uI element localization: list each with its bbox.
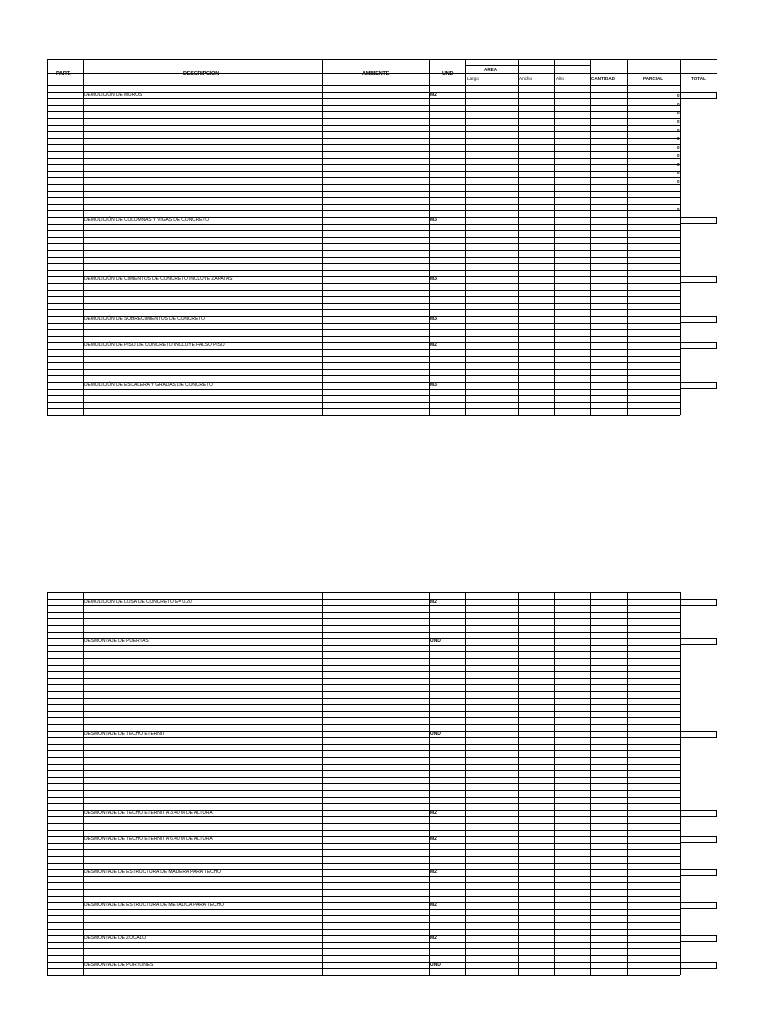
parcial-zero-value: 0 <box>677 136 680 142</box>
item-unit: M3 <box>430 276 437 283</box>
row-line <box>47 197 680 198</box>
header-parcial: PARCIAL <box>643 76 664 81</box>
row-line <box>47 698 680 699</box>
item-unit: M2 <box>430 836 437 843</box>
item-description: DESMONTAJE DE TECHO ETERNIT A 6.40 M DE ALTURA <box>84 836 213 843</box>
row-line <box>47 684 680 685</box>
row-line <box>47 803 680 804</box>
row-line <box>47 329 680 330</box>
row-line <box>47 85 680 86</box>
item-unit: M2 <box>430 935 437 942</box>
row-line <box>47 876 680 877</box>
row-line <box>47 975 680 976</box>
row-line <box>47 151 680 152</box>
row-line <box>47 592 680 593</box>
header-und: UND <box>442 71 454 77</box>
row-line <box>47 101 680 107</box>
header-cantidad: CANTIDAD <box>591 76 615 81</box>
header-top-line <box>47 59 717 60</box>
column-line <box>518 592 519 975</box>
parcial-zero-value: 0 <box>677 207 680 213</box>
row-line <box>47 369 680 370</box>
row-line <box>47 349 680 350</box>
row-line <box>47 171 680 172</box>
item-unit: UND <box>430 961 441 968</box>
item-unit: M3 <box>430 382 437 388</box>
row-line <box>47 177 680 178</box>
item-description: DEMOLICIÓN DE CIMIENTOS DE CONCRETO INCLUYE ZAPATAS <box>84 276 233 283</box>
row-line <box>47 625 680 626</box>
row-line <box>47 717 680 718</box>
header-part: PART. <box>56 71 71 77</box>
row-line <box>47 849 680 850</box>
row-line <box>47 678 680 679</box>
parcial-zero-value: 0 <box>677 101 680 107</box>
item-total-cell <box>680 902 717 909</box>
column-line <box>465 592 466 975</box>
row-line <box>47 816 680 817</box>
row-line <box>47 243 680 244</box>
item-total-cell <box>680 92 717 99</box>
row-line <box>47 144 680 145</box>
row-line <box>47 863 680 864</box>
column-line <box>627 592 628 975</box>
column-line <box>680 59 681 415</box>
row-line <box>47 711 680 712</box>
row-line <box>47 823 680 824</box>
row-line <box>47 309 680 310</box>
item-total-cell <box>680 217 717 224</box>
header-area-divider <box>465 65 590 66</box>
row-line <box>47 955 680 956</box>
row-line <box>47 257 680 258</box>
column-line <box>554 59 555 415</box>
row-line <box>47 909 680 910</box>
item-unit: M2 <box>430 902 437 909</box>
row-line <box>47 362 680 363</box>
parcial-zero-value: 0 <box>677 127 680 133</box>
row-line <box>47 665 680 666</box>
item-description: DEMOLICIÓN DE SOBRECIMIENTOS DE CONCRETO <box>84 316 205 322</box>
column-line <box>590 59 591 415</box>
row-line <box>47 237 680 238</box>
header-alto: Alto <box>556 76 564 81</box>
parcial-zero-value: 0 <box>677 93 680 99</box>
row-line <box>47 263 680 264</box>
row-line <box>47 204 680 205</box>
column-line <box>590 592 591 975</box>
row-line <box>47 283 680 284</box>
item-total-cell <box>680 810 717 817</box>
row-line <box>47 375 680 376</box>
item-total-cell <box>680 276 717 283</box>
row-line <box>47 744 680 745</box>
row-line <box>47 303 680 304</box>
item-unit: M2 <box>430 342 437 349</box>
header-descripcion: DESCRIPCION <box>183 71 219 77</box>
row-line <box>47 296 680 297</box>
row-line <box>47 658 680 659</box>
column-line <box>518 59 519 415</box>
row-line <box>47 968 680 969</box>
header-area: AREA <box>484 67 498 72</box>
header-bottom-line <box>47 73 717 74</box>
row-line <box>47 290 680 291</box>
item-total-cell <box>680 599 717 606</box>
row-line <box>47 389 680 390</box>
column-line <box>322 592 323 975</box>
item-unit: UND <box>430 730 441 737</box>
item-unit: M2 <box>430 809 437 816</box>
row-line <box>47 408 680 409</box>
row-line <box>47 98 680 99</box>
item-description: DEMOLICIÓN DE ESCALERA Y GRADAS DE CONCRETO <box>84 382 213 388</box>
row-line <box>47 843 680 844</box>
parcial-zero-value: 0 <box>677 144 680 150</box>
row-line <box>47 415 680 416</box>
column-line <box>429 592 430 975</box>
row-line <box>47 704 680 705</box>
column-line <box>322 59 323 415</box>
column-line <box>47 592 48 975</box>
row-line <box>47 915 680 916</box>
row-line <box>47 612 680 613</box>
parcial-zero-value: 0 <box>677 118 680 124</box>
column-line <box>627 59 628 415</box>
row-line <box>47 158 680 159</box>
item-total-cell <box>680 638 717 645</box>
row-line <box>47 750 680 751</box>
item-description: DEMOLICION DE LOSA DE CONCRETO E= 0.20 <box>84 598 192 605</box>
row-line <box>47 118 680 119</box>
row-line <box>47 724 680 725</box>
item-total-cell <box>680 316 717 323</box>
item-unit: M3 <box>430 316 437 322</box>
row-line <box>47 882 680 883</box>
item-total-cell <box>680 962 717 969</box>
column-line <box>680 592 681 975</box>
row-line <box>47 889 680 890</box>
row-line <box>47 164 680 165</box>
row-line <box>47 777 680 778</box>
row-line <box>47 896 680 897</box>
parcial-zero-value: 0 <box>677 170 680 176</box>
parcial-zero-value: 0 <box>677 110 680 116</box>
row-line <box>47 737 680 738</box>
item-total-cell <box>680 869 717 876</box>
row-line <box>47 323 680 324</box>
row-line <box>47 790 680 791</box>
item-unit: M3 <box>430 217 437 223</box>
row-line <box>47 224 680 225</box>
row-line <box>47 111 680 112</box>
header-ancho: Ancho <box>519 76 533 81</box>
row-line <box>47 605 680 606</box>
row-line <box>47 942 680 943</box>
column-line <box>83 592 84 975</box>
row-line <box>47 783 680 784</box>
item-total-cell <box>680 382 717 389</box>
item-unit: M2 <box>430 869 437 876</box>
row-line <box>47 948 680 949</box>
parcial-zero-value: 0 <box>677 153 680 159</box>
row-line <box>47 356 680 357</box>
row-line <box>47 402 680 403</box>
row-line <box>47 691 680 692</box>
parcial-zero-value: 0 <box>677 161 680 167</box>
item-description: DEMOLICIÓN DE MUROS <box>84 91 143 98</box>
row-line <box>47 797 680 798</box>
row-line <box>47 336 680 337</box>
column-line <box>465 59 466 415</box>
item-description: DESMONTAJE DE ESTRUCTURA DE MADERA PARA TECHO <box>84 869 221 876</box>
column-line <box>83 59 84 415</box>
item-description: DEMOLICIÓN DE COLUMNAS Y VIGAS DE CONCRETO <box>84 217 209 223</box>
item-description: DESMONTAJE DE ESTRUCTURA DE METALICA PARA TECHO <box>84 902 224 909</box>
row-line <box>47 270 680 271</box>
row-line <box>47 757 680 758</box>
header-largo: Largo <box>467 76 479 81</box>
row-line <box>47 922 680 923</box>
row-line <box>47 230 680 231</box>
item-description: DESMONTAJE DE ZOCALO <box>84 935 147 942</box>
item-unit: M2 <box>430 91 437 98</box>
item-total-cell <box>680 342 717 349</box>
row-line <box>47 770 680 771</box>
header-ambiente: AMBIENTE <box>362 71 390 77</box>
column-line <box>554 592 555 975</box>
item-total-cell <box>680 935 717 942</box>
row-line <box>47 764 680 765</box>
row-line <box>47 138 680 139</box>
column-line <box>429 59 430 415</box>
row-line <box>47 929 680 930</box>
row-line <box>47 671 680 672</box>
row-line <box>47 651 680 652</box>
item-description: DESMONTAJE DE TECHO ETERNIT <box>84 730 166 737</box>
item-description: DESMONTAJE DE PUERTAS <box>84 638 149 645</box>
row-line <box>47 856 680 857</box>
row-line <box>47 250 680 251</box>
item-total-cell <box>680 731 717 738</box>
item-description: DEMOLICIÓN DE PISO DE CONCRETO INCLUYE FALSO PISO <box>84 342 225 349</box>
item-total-cell <box>680 836 717 843</box>
item-description: DESMONTAJE DE PORTONES <box>84 961 154 968</box>
row-line <box>47 191 680 192</box>
row-line <box>47 127 680 133</box>
row-line <box>47 632 680 633</box>
item-description: DESMONTAJE DE TECHO ETERNIT A 3.40 M DE ALTURA <box>84 809 213 816</box>
row-line <box>47 645 680 646</box>
item-unit: M2 <box>430 598 437 605</box>
row-line <box>47 125 680 126</box>
row-line <box>47 184 680 185</box>
row-line <box>47 830 680 831</box>
parcial-zero-value: 0 <box>677 178 680 184</box>
item-unit: UND <box>430 638 441 645</box>
column-line <box>47 59 48 415</box>
header-total: TOTAL <box>691 76 706 81</box>
row-line <box>47 395 680 396</box>
row-line <box>47 618 680 619</box>
row-line <box>47 207 680 213</box>
